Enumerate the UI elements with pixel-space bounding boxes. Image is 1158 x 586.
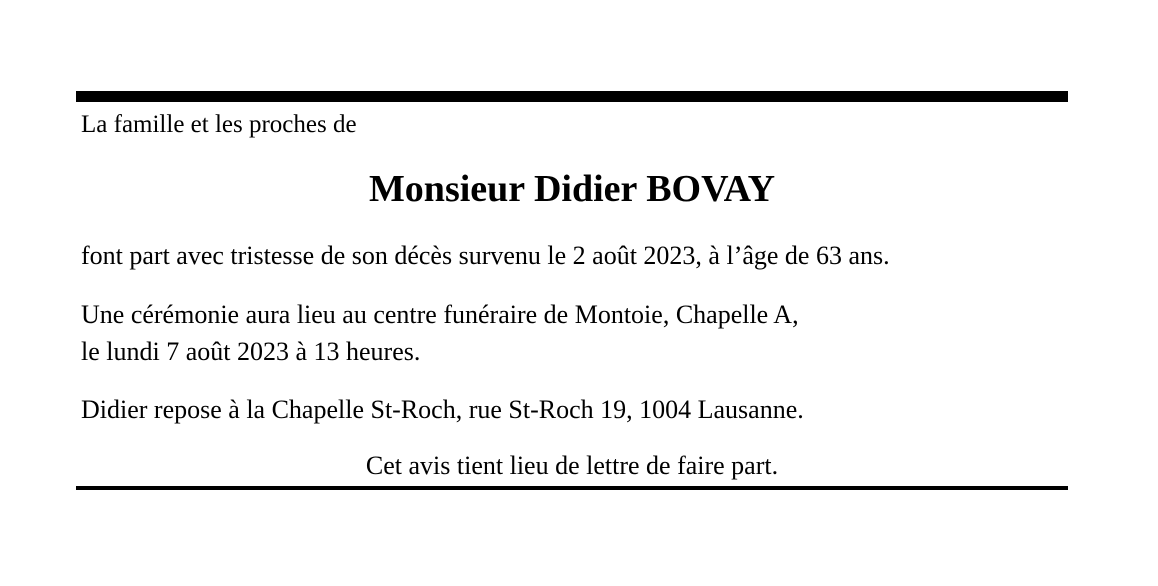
bottom-rule <box>76 486 1068 490</box>
intro-text: La famille et les proches de <box>81 111 357 138</box>
announcement-text: font part avec tristesse de son décès survenu le 2 août 2023, à l’âge de 63 ans. <box>81 241 890 270</box>
death-notice <box>76 91 1068 480</box>
ceremony-text-line-2: le lundi 7 août 2023 à 13 heures. <box>81 337 421 366</box>
top-rule <box>76 91 1068 102</box>
ceremony-text-line-1: Une cérémonie aura lieu au centre funéraire de Montoie, Chapelle A, <box>81 300 799 329</box>
repose-text: Didier repose à la Chapelle St-Roch, rue St-Roch 19, 1004 Lausanne. <box>81 395 804 424</box>
closing-text: Cet avis tient lieu de lettre de faire part. <box>365 451 779 480</box>
deceased-name: Monsieur Didier BOVAY <box>368 168 776 210</box>
